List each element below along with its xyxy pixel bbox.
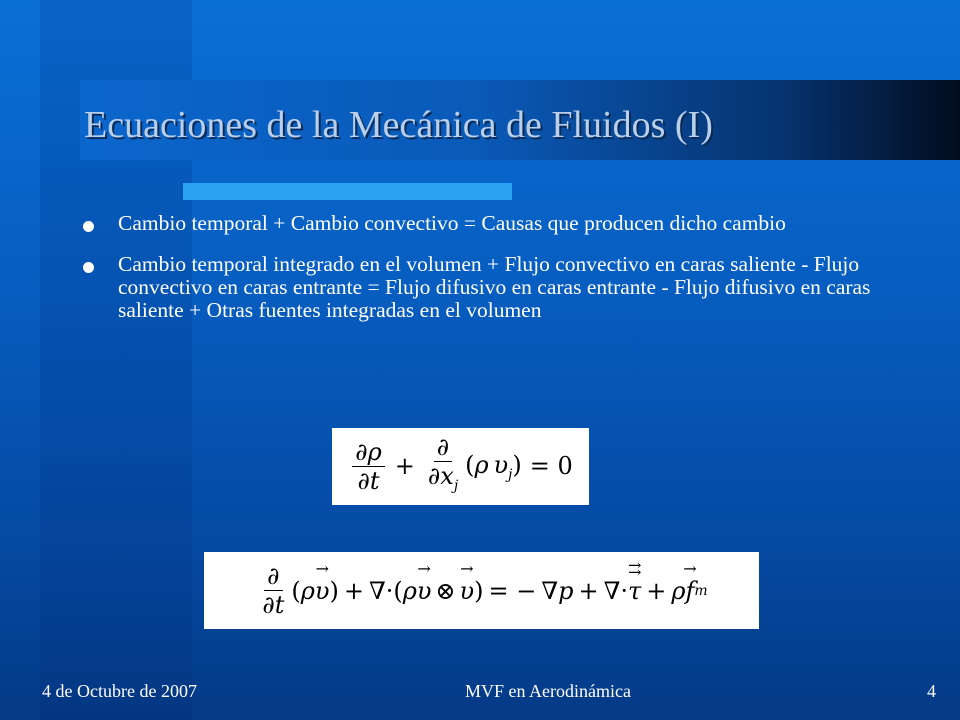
page-number: 4 bbox=[927, 681, 936, 701]
continuity-equation: $\frac{\partial\rho}{\partial t}$ + $\frac{\partial}{\partial x_j}$ (ρ $\upsilon_j$) = 0 bbox=[332, 428, 589, 505]
slide-title: Ecuaciones de la Mecánica de Fluidos (I) bbox=[84, 104, 713, 146]
momentum-equation: $\frac{\partial}{\partial t}$ (ρ→ υ) + ∇ ·( ρ → υ ⊗ → υ ) = − ∇ p + ∇ · ⇉ τ + ρ → f m bbox=[204, 552, 759, 629]
bullet-list bbox=[80, 212, 880, 340]
fraction: $\frac{\partial}{\partial x_j}$ bbox=[427, 433, 459, 494]
bullet-dot-icon bbox=[83, 221, 94, 232]
footer-title: MVF en Aerodinámica bbox=[465, 681, 631, 701]
fraction: $\frac{\partial\rho}{\partial t}$ bbox=[352, 438, 385, 495]
footer-date: 4 de Octubre de 2007 bbox=[42, 681, 197, 701]
bullet-text: Cambio temporal + Cambio convectivo = Causas que producen dicho cambio bbox=[118, 211, 786, 235]
fraction: $\frac{\partial}{\partial t}$ bbox=[262, 562, 285, 619]
list-item bbox=[80, 253, 880, 322]
title-accent-bar bbox=[183, 183, 512, 200]
bullet-dot-icon bbox=[83, 262, 94, 273]
bullet-text: Cambio temporal integrado en el volumen + Flujo convectivo en caras saliente - Flujo convectivo en caras entrante = Flujo difusivo en caras entrante - Flujo difusivo en caras saliente + Otras fuentes integradas en el volumen bbox=[118, 252, 871, 322]
list-item bbox=[80, 212, 880, 235]
